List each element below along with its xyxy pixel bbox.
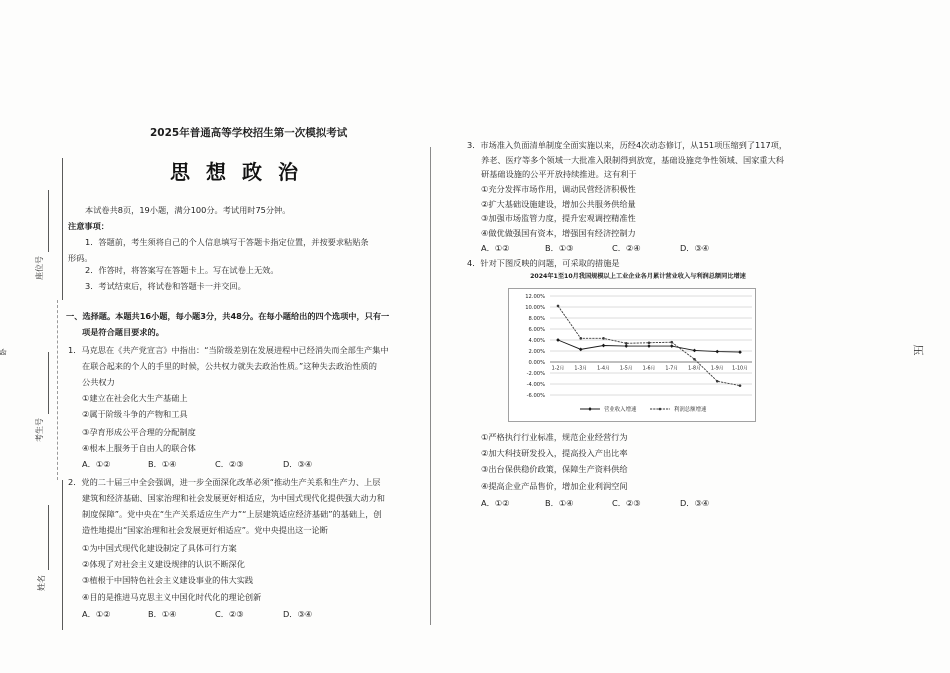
q1-option-d: D．③④ [283,459,313,469]
q2-choice: ④目的是推进马克思主义中国化时代化的理论创新 [82,592,262,602]
q4-choice: ①严格执行行业标准，规范企业经营行为 [481,432,628,442]
q2-stem-line: 建筑和经济基础、国家治理和社会发展更好相适应，为中国式现代化提供强大动力和 [82,493,385,503]
profit-point [625,342,628,345]
x-tick-label: 1-8月 [688,366,701,372]
y-tick-label: 2.00% [528,348,545,355]
section-heading: 项是符合题目要求的。 [82,327,164,337]
y-tick-label: 0.00% [528,359,545,366]
q1-choice: ②属于阶级斗争的产物和工具 [82,409,188,419]
q3-choice: ②扩大基础设施建设，增加公共服务供给量 [481,199,636,209]
x-tick-label: 1-7月 [665,366,679,372]
profit-point [716,380,719,383]
chart-frame [509,289,756,422]
q2-stem-line: 造性地提出“国家治理和社会发展更好相适应”。党中央提出这一论断 [82,525,328,535]
profit-point [602,337,605,340]
q1-choice: ③孕育形成公平合理的分配制度 [82,427,196,437]
q3-option-a: A．①② [481,243,510,253]
profit-point [739,384,742,387]
q1-option-c: C．②③ [215,459,244,469]
q4-option-c: C．②③ [612,498,641,508]
name-label: 姓名 [37,575,46,591]
binding-line [57,300,58,480]
q3-option-b: B．①③ [545,243,574,253]
x-tick-label: 1-9月 [710,366,724,372]
chart-title: 2024年1至10月我国规模以上工业企业各月累计营业收入与利润总额同比增速 [530,273,746,280]
q4-choice: ④提高企业产品售价，增加企业利润空间 [481,481,628,491]
seat-blank-line [48,190,49,252]
notice-line: 形码。 [68,253,93,263]
subject-title: 思想政治 [170,160,314,184]
seat-label: 座位号 [35,256,44,280]
q1-stem-line: 在联合起来的个人的手里的时候，公共权力就失去政治性质。”这种失去政治性质的 [82,361,377,371]
q2-option-a: A．①② [82,609,111,619]
legend-revenue-label: 营业收入增速 [604,407,637,413]
binding-line [62,158,63,300]
x-tick-label: 1-10月 [732,366,748,372]
profit-point [693,358,696,361]
notice-line: 1．答题前，考生须将自己的个人信息填写于答题卡指定位置，并按要求粘贴条 [85,237,369,247]
profit-point [670,341,673,344]
q4-option-d: D．③④ [680,498,710,508]
y-tick-label: 4.00% [528,337,545,344]
profit-point [579,337,582,340]
x-tick-label: 1-6月 [642,366,656,372]
legend-profit-marker [659,408,662,411]
q1-option-b: B．①④ [148,459,177,469]
q4-stem-line: 4．针对下图反映的问题，可采取的措施是 [467,258,620,268]
line-chart-svg [508,288,756,422]
q4-choice: ③出台保供稳价政策，保障生产资料供给 [481,464,628,474]
x-tick-label: 1-3月 [574,366,588,372]
y-tick-label: 8.00% [528,315,545,322]
q1-stem-line: 1．马克思在《共产党宣言》中指出：“当阶级差别在发展进程中已经消失而全部生产集中 [68,345,389,355]
q3-choice: ③加强市场监管力度，提升宏观调控精准性 [481,213,636,223]
exam-info: 本试卷共8页，19小题，满分100分。考试用时75分钟。 [85,205,291,215]
name-blank-line [48,505,49,570]
exam-title: 2025年普通高等学校招生第一次模拟考试 [150,127,348,139]
q3-stem-line: 养老、医疗等多个领域一大批准入限制得到放宽，基础设施竞争性领域、国家重大科 [481,155,784,165]
x-tick-label: 1-5月 [619,366,633,372]
notice-line: 3．考试结束后，将试卷和答题卡一并交回。 [85,281,246,291]
q3-stem-line: 研基础设施的公平开放持续推进。这有利于 [481,169,637,179]
examinee-no-blank-line [48,352,49,414]
left-edge-mark: 卧 [0,348,8,356]
q2-choice: ②体现了对社会主义建设规律的认识不断深化 [82,559,245,569]
q4-option-b: B．①④ [545,498,574,508]
y-tick-label: -6.00% [526,392,545,399]
profit-point [648,341,651,344]
legend-profit-label: 利润总额增速 [674,407,707,413]
y-tick-label: 6.00% [528,326,545,333]
q3-stem-line: 3．市场准入负面清单制度全面实施以来，历经4次动态修订，从151项压缩到了117项， [467,140,788,150]
q2-option-b: B．①④ [148,609,177,619]
q4-option-a: A．①② [481,498,510,508]
q2-option-d: D．③④ [283,609,313,619]
x-tick-label: 1-2月 [551,366,565,372]
y-tick-label: -2.00% [526,370,545,377]
right-edge-mark: 压 [911,344,925,356]
q1-choice: ①建立在社会化大生产基础上 [82,393,188,403]
q1-choice: ④根本上服务于自由人的联合体 [82,443,196,453]
q1-stem-line: 公共权力 [82,377,115,387]
q2-stem-line: 2．党的二十届三中全会强调，进一步全面深化改革必须“推动生产关系和生产力、上层 [68,477,381,487]
q3-choice: ④做优做强国有资本，增强国有经济控制力 [481,228,636,238]
section-heading: 一、选择题。本题共16小题，每小题3分，共48分。在每小题给出的四个选项中，只有一 [66,311,390,321]
y-tick-label: 12.00% [525,293,545,300]
q1-option-a: A．①② [82,459,111,469]
x-tick-label: 1-4月 [597,366,610,372]
profit-point [557,305,560,308]
q2-stem-line: 制度保障”。党中央在“生产关系适应生产力”“上层建筑适应经济基础”的基础上，创 [82,509,382,519]
notice-title: 注意事项： [68,221,109,231]
q3-option-c: C．②④ [612,243,641,253]
q3-choice: ①充分发挥市场作用，调动民营经济积极性 [481,184,636,194]
examinee-no-label: 考生号 [35,418,44,442]
q3-option-d: D．③④ [680,243,710,253]
q4-choice: ②加大科技研发投入，提高投入产出比率 [481,448,628,458]
page-divider [430,147,431,625]
q2-choice: ③植根于中国特色社会主义建设事业的伟大实践 [82,575,254,585]
y-tick-label: 10.00% [525,304,545,311]
q2-option-c: C．②③ [215,609,244,619]
line-chart [508,288,756,422]
q2-choice: ①为中国式现代化建设制定了具体可行方案 [82,543,237,553]
y-tick-label: -4.00% [526,381,545,388]
notice-line: 2．作答时，将答案写在答题卡上。写在试卷上无效。 [85,265,279,275]
binding-line [62,480,63,630]
